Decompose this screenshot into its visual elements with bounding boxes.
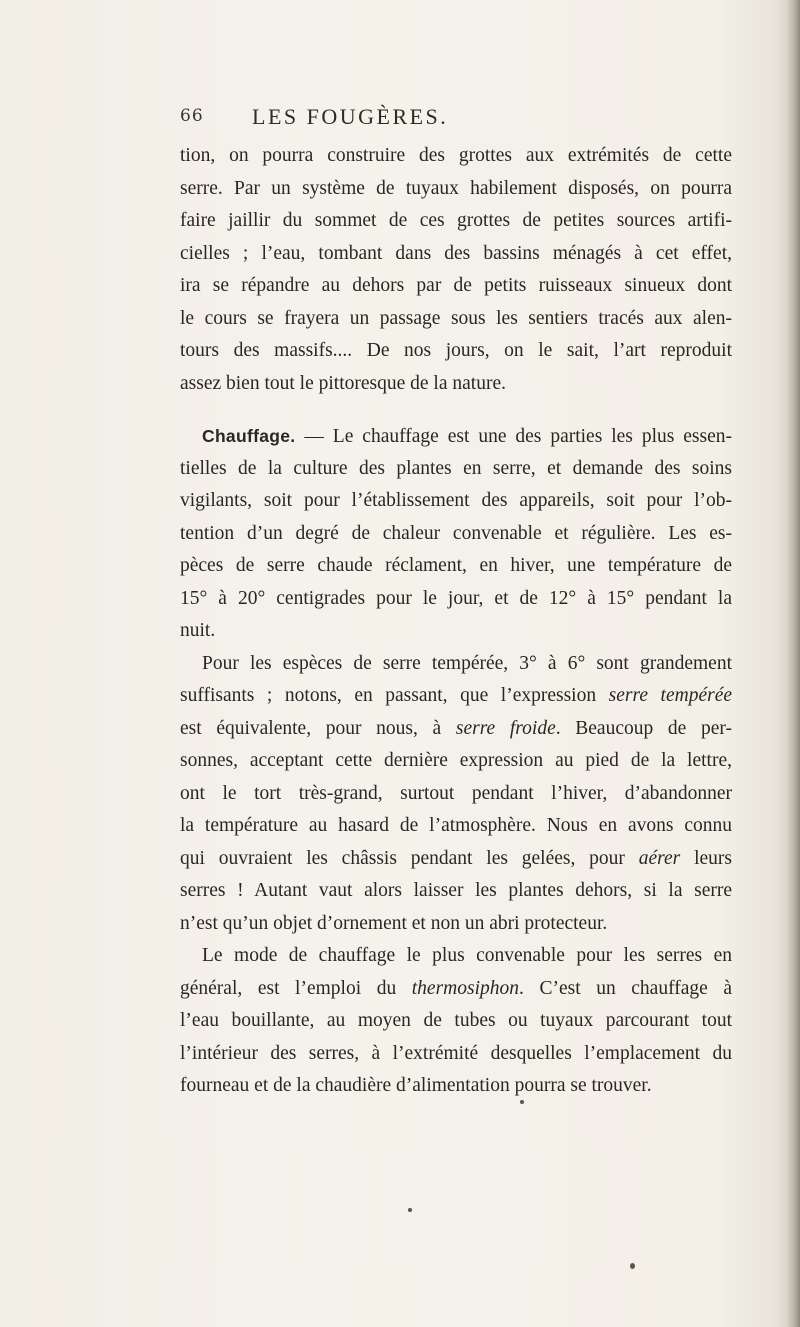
text-line: tention d’un degré de chaleur convenable et régulière. Les es- <box>180 522 732 544</box>
running-title: LES FOUGÈRES. <box>252 104 449 129</box>
text-line: assez bien tout le pittoresque de la nature. <box>180 372 506 394</box>
ink-speck <box>630 1263 635 1269</box>
text-line: serres ! Autant vaut alors laisser les plantes dehors, si la serre <box>180 880 732 901</box>
ink-speck <box>408 1208 412 1212</box>
text-line: cielles ; l’eau, tombant dans des bassins ménagés à cet effet, <box>180 242 732 264</box>
text-line <box>180 973 732 1006</box>
text-line: nuit. <box>180 620 216 641</box>
text-run: général, est l’emploi du <box>180 977 412 999</box>
text-run: . C’est un chauffage à <box>519 977 732 999</box>
text-line: 15° à 20° centigrades pour le jour, et de 12° à 15° pendant la <box>180 587 732 609</box>
text-run: leurs <box>680 847 732 869</box>
text-line <box>180 713 732 746</box>
text-line: Pour les espèces de serre tempérée, 3° à 6° sont grandement <box>202 652 732 674</box>
text-line: l’eau bouillante, au moyen de tubes ou tuyaux parcourant tout <box>180 1010 732 1031</box>
text-line: sonnes, acceptant cette dernière expression au pied de la lettre, <box>180 750 732 771</box>
page-number: 66 <box>180 106 204 126</box>
text-line: l’intérieur des serres, à l’extrémité desquelles l’emplacement du <box>180 1042 732 1064</box>
text-line: serre. Par un système de tuyaux habilement disposés, on pourra <box>180 177 732 199</box>
text-line: fourneau et de la chaudière d’alimentation pourra se trouver. <box>180 1075 652 1096</box>
text-line <box>180 843 732 876</box>
text-line: pèces de serre chaude réclament, en hiver, une température de <box>180 555 732 576</box>
text-line: faire jaillir du sommet de ces grottes de petites sources artifi- <box>180 210 732 231</box>
text-run: . Beaucoup de per- <box>555 717 732 739</box>
italic-term: aérer <box>638 847 681 869</box>
text-run: qui ouvraient les châssis pendant les gelées, pour <box>180 847 639 869</box>
italic-term: serre tempérée <box>608 685 732 706</box>
italic-term: thermosiphon <box>411 977 520 999</box>
italic-term: serre froide <box>455 717 556 739</box>
text-line: tion, on pourra construire des grottes aux extrémités de cette <box>180 145 732 166</box>
text-line: vigilants, soit pour l’établissement des appareils, soit pour l’ob- <box>180 490 732 511</box>
text-line: n’est qu’un objet d’ornement et non un abri protecteur. <box>180 912 608 934</box>
text-line: la température au hasard de l’atmosphère. Nous en avons connu <box>180 815 732 836</box>
text-run: suffisants ; notons, en passant, que l’expression <box>180 685 609 706</box>
page-edge-shadow <box>786 0 800 1327</box>
text-line: Le mode de chauffage le plus convenable pour les serres en <box>202 945 732 966</box>
section-heading-chauffage: Chauffage. <box>202 426 296 446</box>
page-header <box>180 106 700 136</box>
text-line: tours des massifs.... De nos jours, on le sait, l’art reproduit <box>180 340 732 361</box>
text-line: ira se répandre au dehors par de petits ruisseaux sinueux dont <box>180 275 732 296</box>
text-line: tielles de la culture des plantes en serre, et demande des soins <box>180 457 732 479</box>
text-run: est équivalente, pour nous, à <box>180 717 456 739</box>
paragraph-heading-line <box>180 420 732 453</box>
text-line: ont le tort très-grand, surtout pendant l’hiver, d’abandonner <box>180 782 732 804</box>
text-run: — Le chauffage est une des parties les plus essen- <box>295 426 732 447</box>
text-line: le cours se frayera un passage sous les sentiers tracés aux alen- <box>180 307 732 329</box>
ink-speck <box>520 1100 524 1104</box>
body-text <box>180 140 732 1103</box>
text-line <box>180 680 732 713</box>
